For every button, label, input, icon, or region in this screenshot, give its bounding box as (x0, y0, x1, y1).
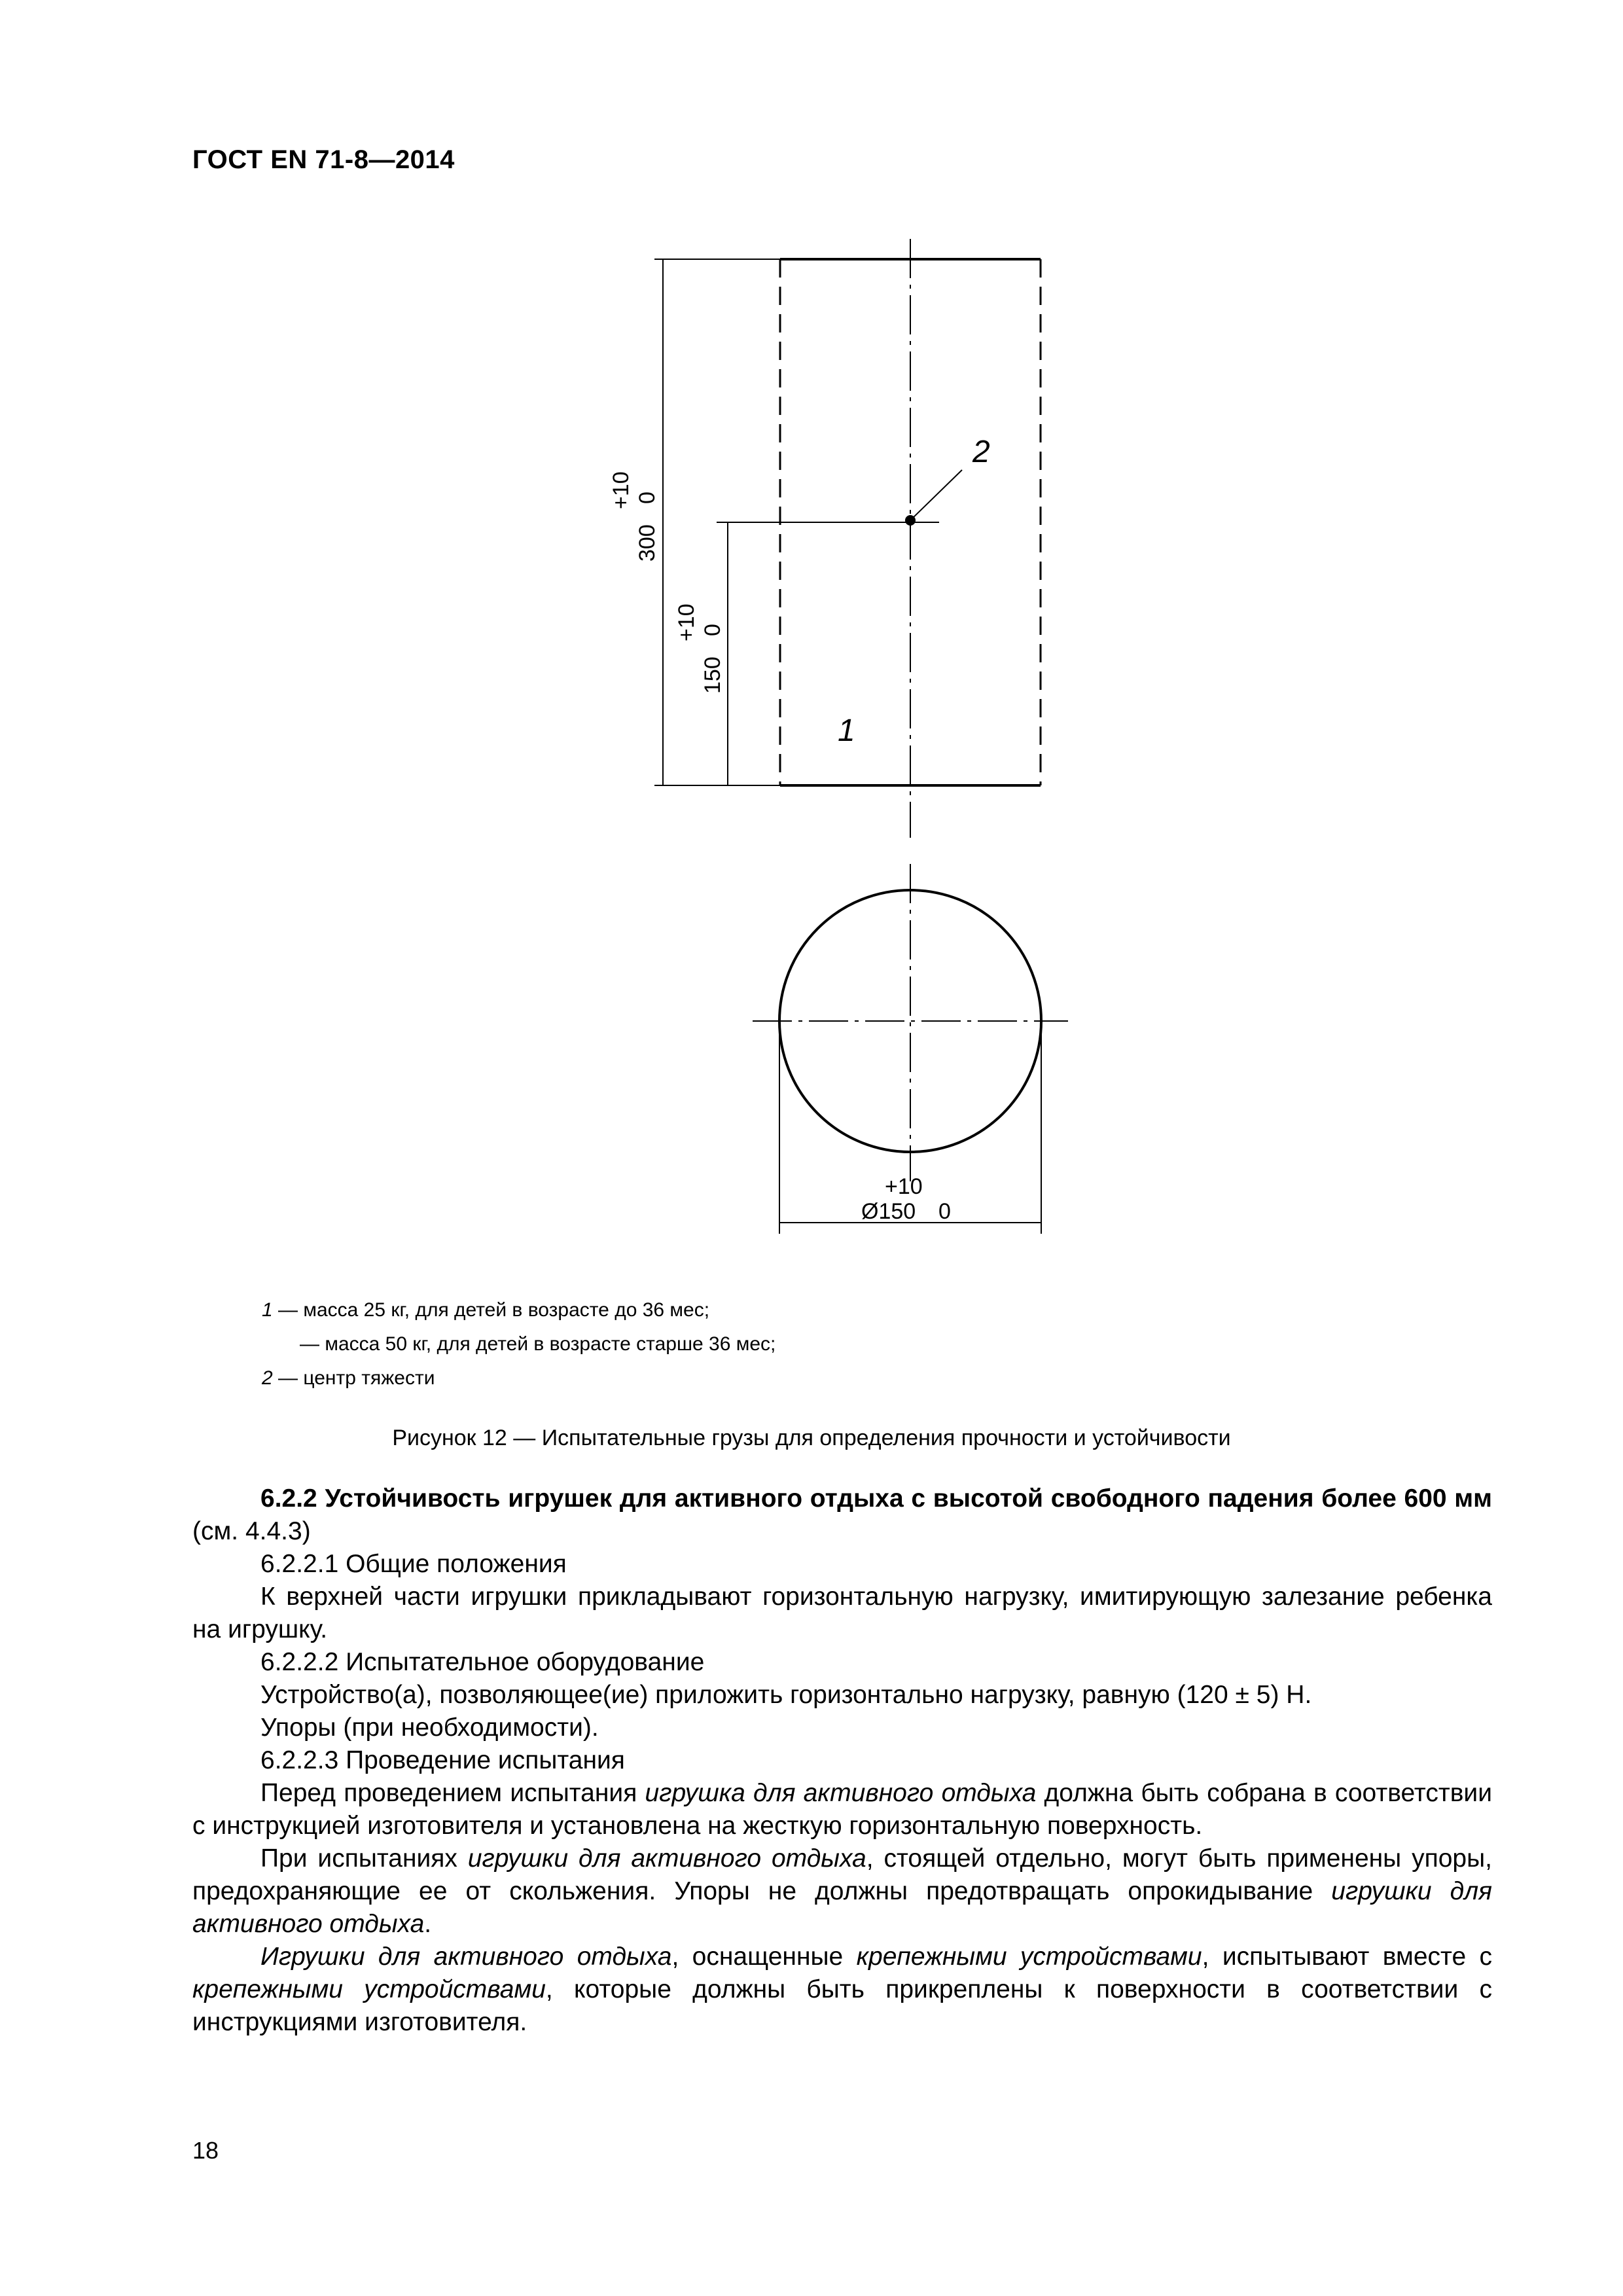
section-heading-ref: (см. 4.4.3) (192, 1517, 311, 1545)
dim-diameter-tol-lower: 0 (938, 1199, 951, 1224)
subsection-procedure: 6.2.2.3 Проведение испытания (260, 1746, 625, 1774)
text-run: , которые должны быть прикреплены к поверхности в соответствии с инструкциями изготовителя. (192, 1975, 1493, 2036)
dim-150-value: 150 (700, 656, 725, 694)
center-of-gravity-point (905, 515, 916, 526)
dim-300-tol-lower: 0 (635, 492, 660, 504)
legend-item-1b (300, 1333, 776, 1355)
document-code-header: ГОСТ EN 71-8—2014 (192, 145, 455, 174)
text-run-italic: игрушка для активного отдыха (645, 1779, 1037, 1807)
dim-150-tol-lower: 0 (700, 624, 725, 636)
text-run-italic: Игрушки для активного отдыха (260, 1943, 672, 1971)
legend-text-1: — масса 25 кг, для детей в возрасте до 36 мес; (272, 1299, 710, 1321)
text-run: Перед проведением испытания (260, 1779, 645, 1807)
dim-150-tol-upper: +10 (674, 603, 699, 641)
paragraph-freestanding (192, 1842, 1492, 1941)
paragraph-anchored (192, 1941, 1492, 2039)
legend-item-2 (262, 1367, 435, 1390)
cog-leader-line (910, 470, 962, 520)
page-number: 18 (192, 2137, 219, 2164)
paragraph-before-test (192, 1777, 1492, 1842)
callout-2-label: 2 (972, 435, 990, 469)
callout-1-label: 1 (838, 713, 855, 748)
figure-caption: Рисунок 12 — Испытательные грузы для определения прочности и устойчивости (392, 1426, 1231, 1450)
text-run: должна быть собрана в соответствии с инструкцией изготовителя и установлена на жесткую горизонтальную поверхность. (192, 1779, 1492, 1840)
paragraph-device: Устройство(а), позволяющее(ие) приложить горизонтально нагрузку, равную (120 ± 5) Н. (260, 1681, 1312, 1709)
dim-diameter-value: Ø150 (861, 1199, 916, 1224)
text-run: . (424, 1910, 432, 1938)
legend-text-2: — центр тяжести (272, 1367, 435, 1389)
section-heading (192, 1482, 1492, 1548)
text-run: При испытаниях (260, 1844, 468, 1873)
text-run-italic: игрушки для активного отдыха (192, 1877, 1492, 1938)
dim-300-value: 300 (635, 524, 660, 562)
text-run: , испытывают вместе с (1202, 1943, 1493, 1971)
legend-item-1 (262, 1299, 709, 1321)
dim-300-label (609, 471, 660, 562)
legend-key-2: 2 (262, 1367, 273, 1389)
text-run-italic: крепежными устройствами (856, 1943, 1202, 1971)
paragraph-stops: Упоры (при необходимости). (260, 1713, 599, 1742)
subsection-general: 6.2.2.1 Общие положения (260, 1550, 567, 1578)
section-heading-bold: 6.2.2 Устойчивость игрушек для активного отдыха с высотой свободного падения более 600 мм (260, 1484, 1492, 1513)
dim-diameter-tol-upper: +10 (885, 1174, 923, 1199)
legend-key-1: 1 (262, 1299, 273, 1321)
paragraph-load-application: К верхней части игрушки прикладывают горизонтальную нагрузку, имитирующую залезание ребенка на игрушку. (192, 1583, 1492, 1643)
text-run: , стоящей отдельно, могут быть применены упоры, предохраняющие ее от скольжения. Упоры не должны предотвращать опрокидывание (192, 1844, 1492, 1905)
subsection-equipment: 6.2.2.2 Испытательное оборудование (260, 1648, 705, 1676)
dim-150-label (674, 603, 725, 694)
dim-300-tol-upper: +10 (609, 471, 633, 509)
legend-text-1b: — масса 50 кг, для детей в возрасте старше 36 мес; (300, 1333, 776, 1355)
text-run-italic: игрушки для активного отдыха (467, 1844, 866, 1873)
text-run-italic: крепежными устройствами (192, 1975, 546, 2003)
text-run: , оснащенные (671, 1943, 857, 1971)
